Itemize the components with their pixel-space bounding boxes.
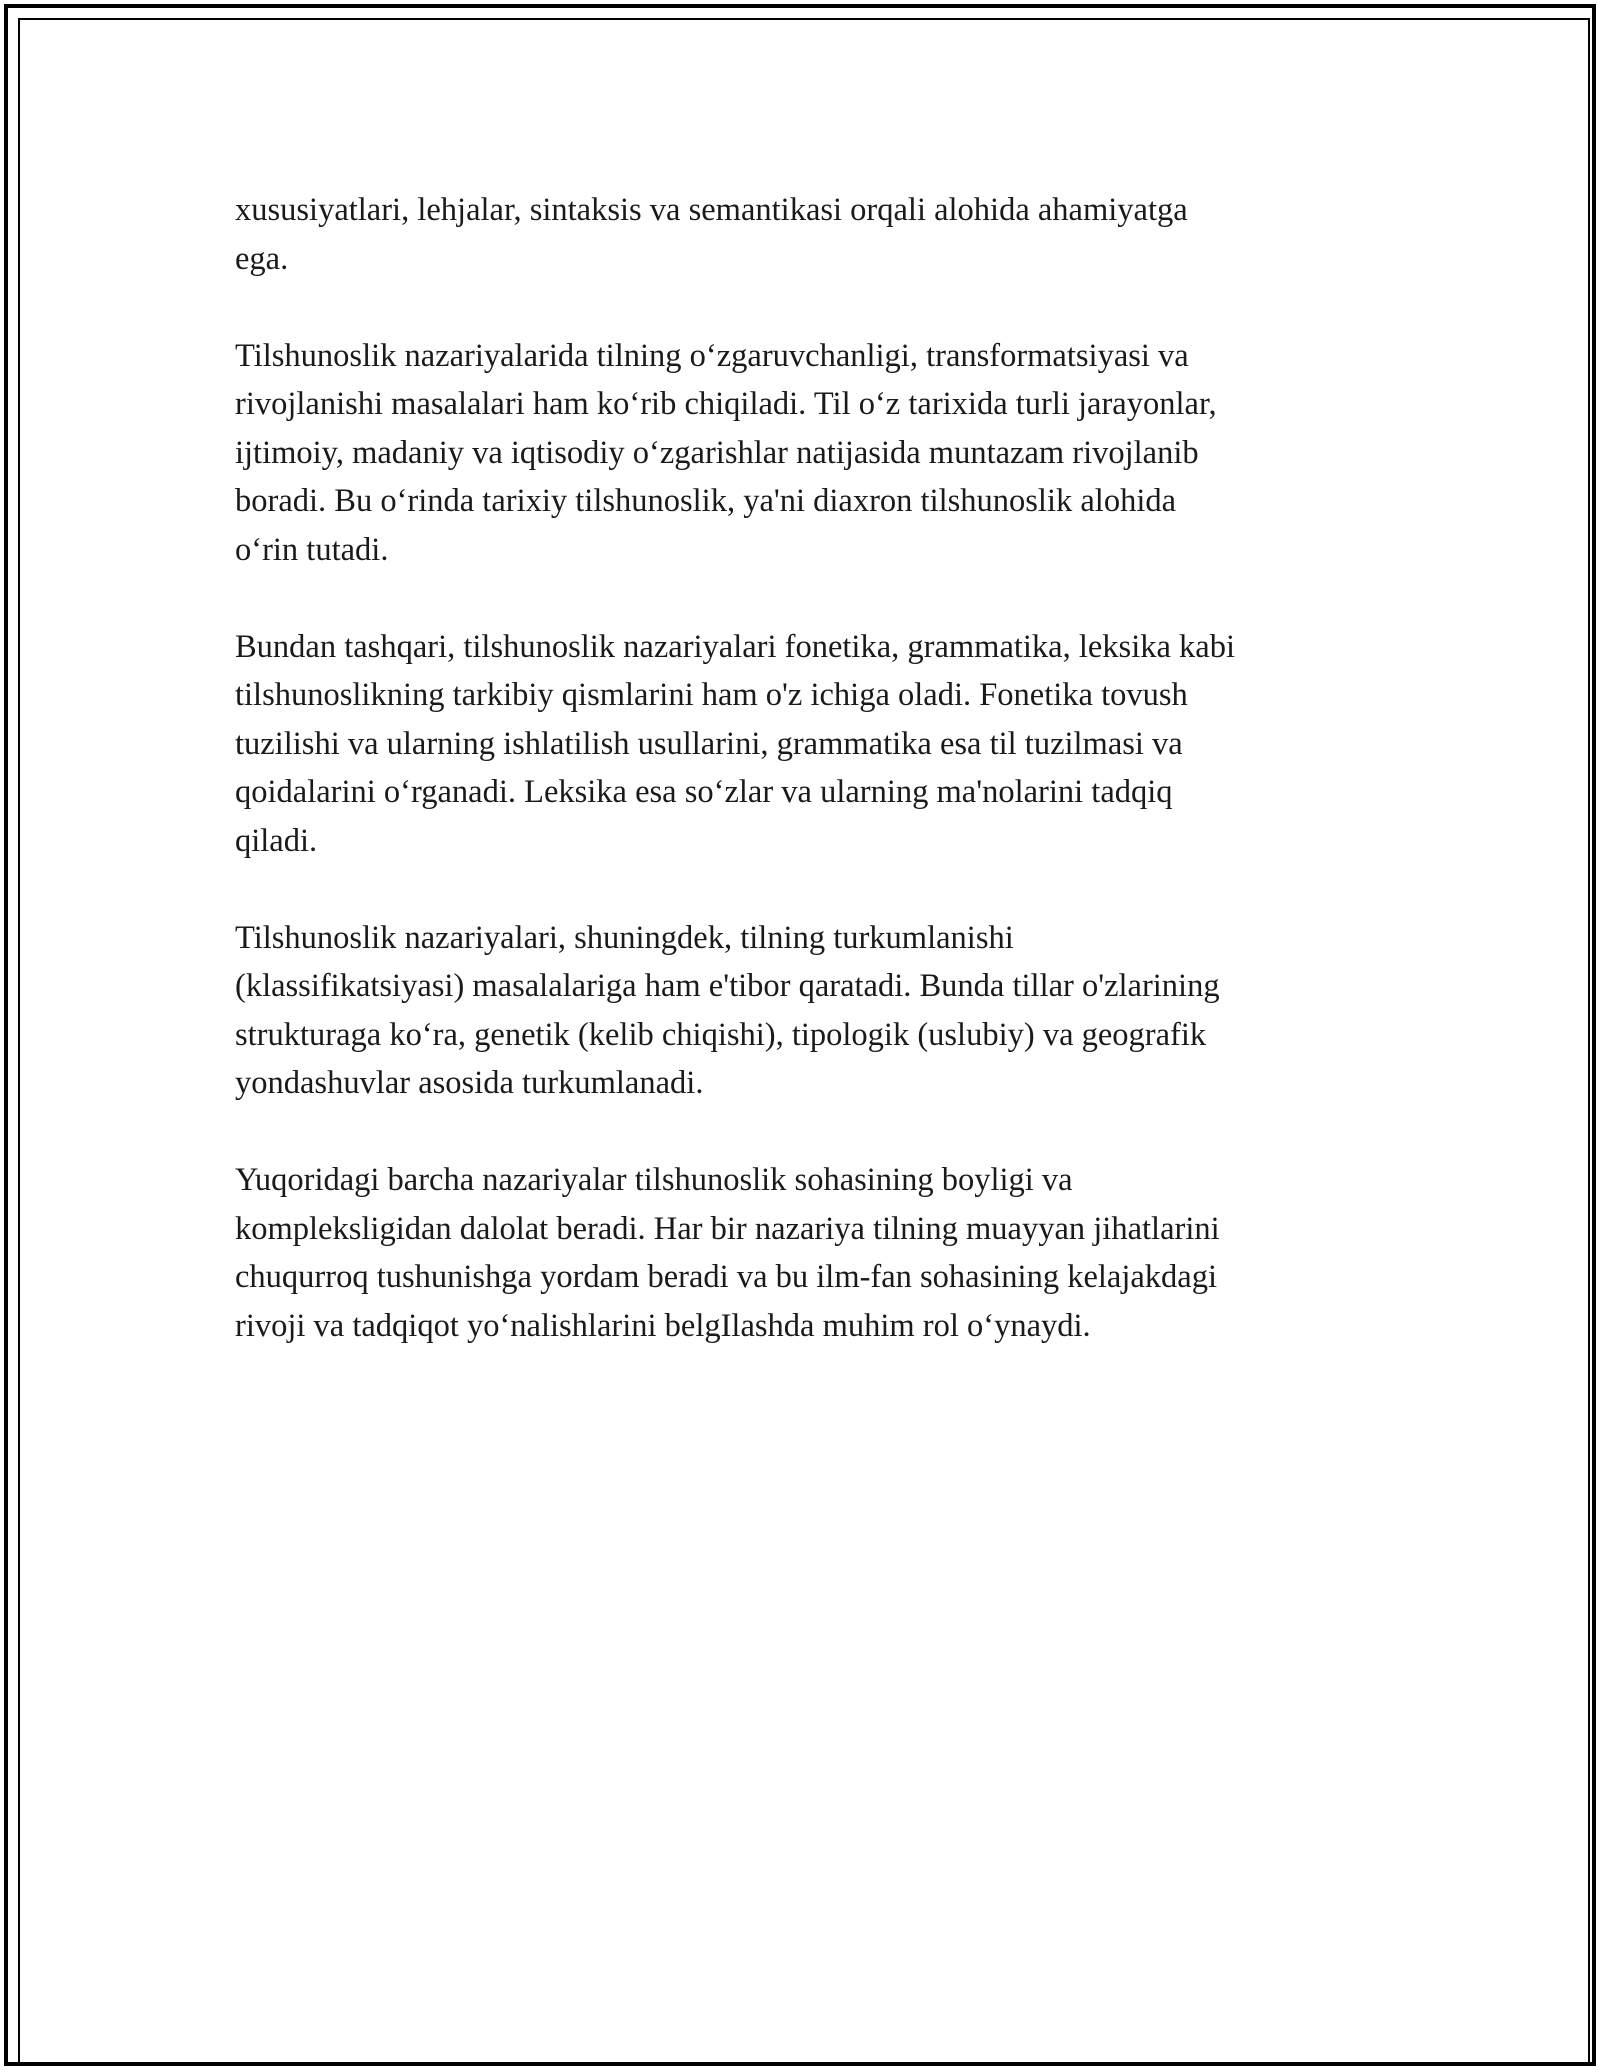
- paragraph-5: [235, 1156, 1375, 1350]
- text-line: yondashuvlar asosida turkumlanadi.: [235, 1065, 704, 1101]
- text-line: chuqurroq tushunishga yordam beradi va bu ilm-fan sohasining kelajakdagi: [235, 1259, 1217, 1295]
- text-line: ega.: [235, 240, 289, 277]
- text-line: tilshunoslikning tarkibiy qismlarini ham o'z ichiga oladi. Fonetika tovush: [235, 677, 1188, 713]
- text-line: xususiyatlari, lehjalar, sintaksis va semantikasi orqali alohida ahamiyatga: [235, 192, 1188, 228]
- text-line: (klassifikatsiyasi) masalalariga ham e'tibor qaratadi. Bunda tillar o'zlarining: [235, 968, 1220, 1004]
- text-line: boradi. Bu o‘rinda tarixiy tilshunoslik, ya'ni diaxron tilshunoslik alohida: [235, 483, 1177, 519]
- paragraph-3: [235, 623, 1375, 866]
- text-line: Tilshunoslik nazariyalarida tilning o‘zgaruvchanligi, transformatsiyasi va: [235, 337, 1189, 374]
- paragraph-2: [235, 332, 1375, 575]
- text-line: qiladi.: [235, 822, 318, 859]
- text-line: strukturaga ko‘ra, genetik (kelib chiqishi), tipologik (uslubiy) va geografik: [235, 1016, 1207, 1053]
- text-line: Bundan tashqari, tilshunoslik nazariyalari fonetika, grammatika, leksika kabi: [235, 628, 1235, 665]
- text-line: o‘rin tutadi.: [235, 531, 389, 568]
- text-line: rivojlanishi masalalari ham ko‘rib chiqiladi. Til o‘z tarixida turli jarayonlar,: [235, 386, 1217, 422]
- text-line: Tilshunoslik nazariyalari, shuningdek, tilning turkumlanishi: [235, 919, 1014, 956]
- text-line: tuzilishi va ularning ishlatilish usullarini, grammatika esa til tuzilmasi va: [235, 725, 1183, 762]
- text-line: qoidalarini o‘rganadi. Leksika esa so‘zlar va ularning ma'nolarini tadqiq: [235, 774, 1173, 810]
- paragraph-4: [235, 914, 1375, 1108]
- text-line: rivoji va tadqiqot yo‘nalishlarini belgIlashda muhim rol o‘ynaydi.: [235, 1307, 1091, 1344]
- paragraph-1: [235, 186, 1375, 283]
- document-body: [235, 186, 1375, 1399]
- text-line: Yuqoridagi barcha nazariyalar tilshunoslik sohasining boyligi va: [235, 1162, 1073, 1198]
- text-line: kompleksligidan dalolat beradi. Har bir nazariya tilning muayyan jihatlarini: [235, 1210, 1220, 1247]
- text-line: ijtimoiy, madaniy va iqtisodiy o‘zgarishlar natijasida muntazam rivojlanib: [235, 434, 1199, 471]
